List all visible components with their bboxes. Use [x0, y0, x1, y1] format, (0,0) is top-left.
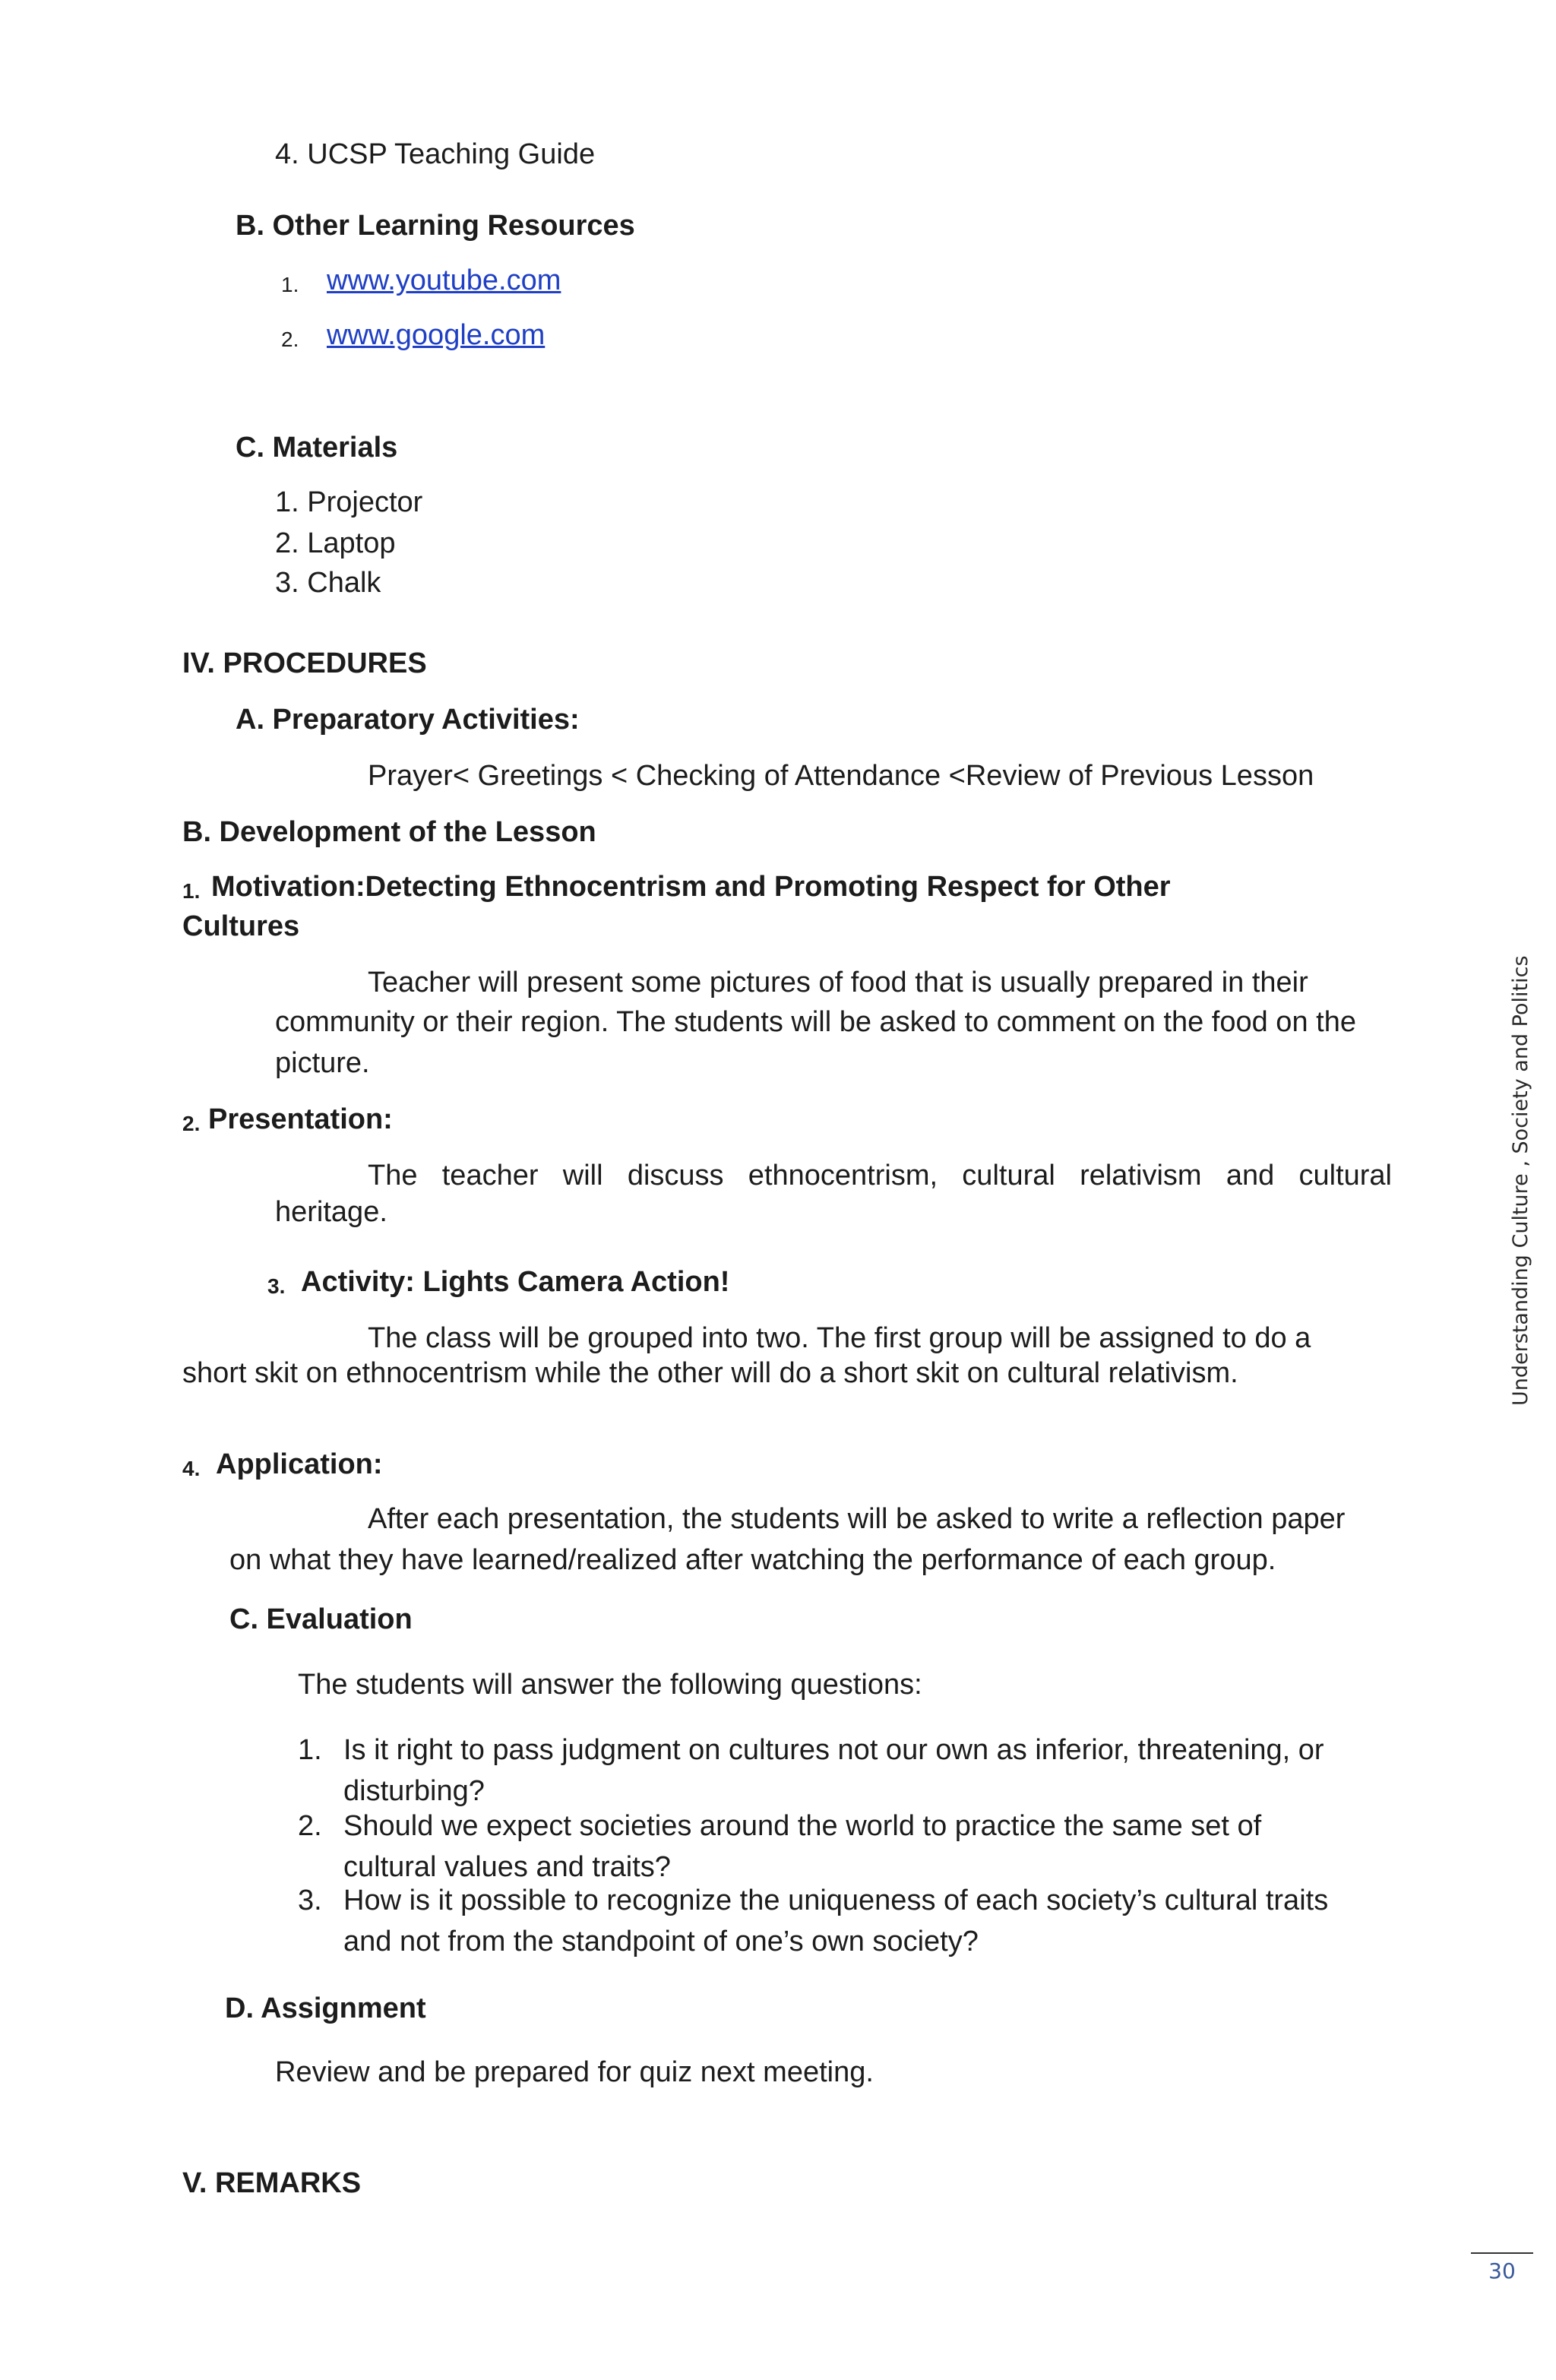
application-text-line2: on what they have learned/realized after watching the performance of each group. [229, 1544, 1276, 1576]
motivation-number: 1. [182, 879, 201, 903]
evaluation-heading: C. Evaluation [229, 1603, 413, 1635]
question-3-line1: How is it possible to recognize the uniqueness of each society’s cultural traits [343, 1885, 1329, 1916]
application-number: 4. [182, 1457, 201, 1480]
link-number-2: 2. [281, 328, 299, 351]
page-number-rule [1471, 2252, 1533, 2254]
question-2-line2: cultural values and traits? [343, 1851, 671, 1883]
presentation-text-line1: The teacher will discuss ethnocentrism, cultural relativism and cultural [368, 1160, 1392, 1192]
presentation-title: Presentation: [208, 1103, 393, 1135]
question-3-line2: and not from the standpoint of one’s own society? [343, 1926, 979, 1957]
other-learning-resources-heading: B. Other Learning Resources [236, 210, 635, 242]
question-number-2: 2. [298, 1810, 322, 1842]
google-link[interactable]: www.google.com [327, 319, 546, 351]
question-number-3: 3. [298, 1885, 322, 1916]
material-item-projector: 1. Projector [275, 486, 423, 518]
application-title: Application: [216, 1448, 383, 1480]
activity-title: Activity: Lights Camera Action! [301, 1266, 730, 1298]
youtube-link[interactable]: www.youtube.com [327, 264, 561, 296]
motivation-text-line1: Teacher will present some pictures of food that is usually prepared in their [368, 967, 1308, 999]
resource-item-teaching-guide: 4. UCSP Teaching Guide [275, 138, 596, 170]
activity-number: 3. [267, 1274, 286, 1298]
motivation-title: Motivation:Detecting Ethnocentrism and Promoting Respect for Other [211, 871, 1171, 903]
preparatory-activities-text: Prayer< Greetings < Checking of Attendance <Review of Previous Lesson [368, 760, 1314, 792]
question-1-line1: Is it right to pass judgment on cultures not our own as inferior, threatening, or [343, 1734, 1324, 1766]
materials-heading: C. Materials [236, 432, 398, 464]
preparatory-activities-heading: A. Preparatory Activities: [236, 704, 580, 736]
page-number: 30 [1488, 2258, 1516, 2283]
evaluation-intro: The students will answer the following questions: [298, 1669, 922, 1701]
activity-text-line2: short skit on ethnocentrism while the other will do a short skit on cultural relativism. [182, 1357, 1238, 1389]
application-text-line1: After each presentation, the students will be asked to write a reflection paper [368, 1503, 1346, 1535]
remarks-heading: V. REMARKS [182, 2167, 362, 2199]
question-1-line2: disturbing? [343, 1775, 485, 1807]
assignment-text: Review and be prepared for quiz next meeting. [275, 2056, 874, 2088]
motivation-text-line2: community or their region. The students will be asked to comment on the food on the [275, 1006, 1356, 1038]
assignment-heading: D. Assignment [225, 1992, 426, 2024]
side-running-title: Understanding Culture , Society and Politics [1509, 955, 1532, 1406]
procedures-heading: IV. PROCEDURES [182, 647, 427, 679]
presentation-text-line2: heritage. [275, 1196, 387, 1228]
link-number-1: 1. [281, 273, 299, 296]
material-item-laptop: 2. Laptop [275, 527, 396, 559]
question-2-line1: Should we expect societies around the world to practice the same set of [343, 1810, 1262, 1842]
question-number-1: 1. [298, 1734, 322, 1766]
development-heading: B. Development of the Lesson [182, 816, 596, 848]
motivation-title-continued: Cultures [182, 910, 300, 942]
activity-text-line1: The class will be grouped into two. The first group will be assigned to do a [368, 1322, 1311, 1354]
presentation-number: 2. [182, 1112, 201, 1135]
material-item-chalk: 3. Chalk [275, 567, 381, 599]
motivation-text-line3: picture. [275, 1047, 370, 1079]
